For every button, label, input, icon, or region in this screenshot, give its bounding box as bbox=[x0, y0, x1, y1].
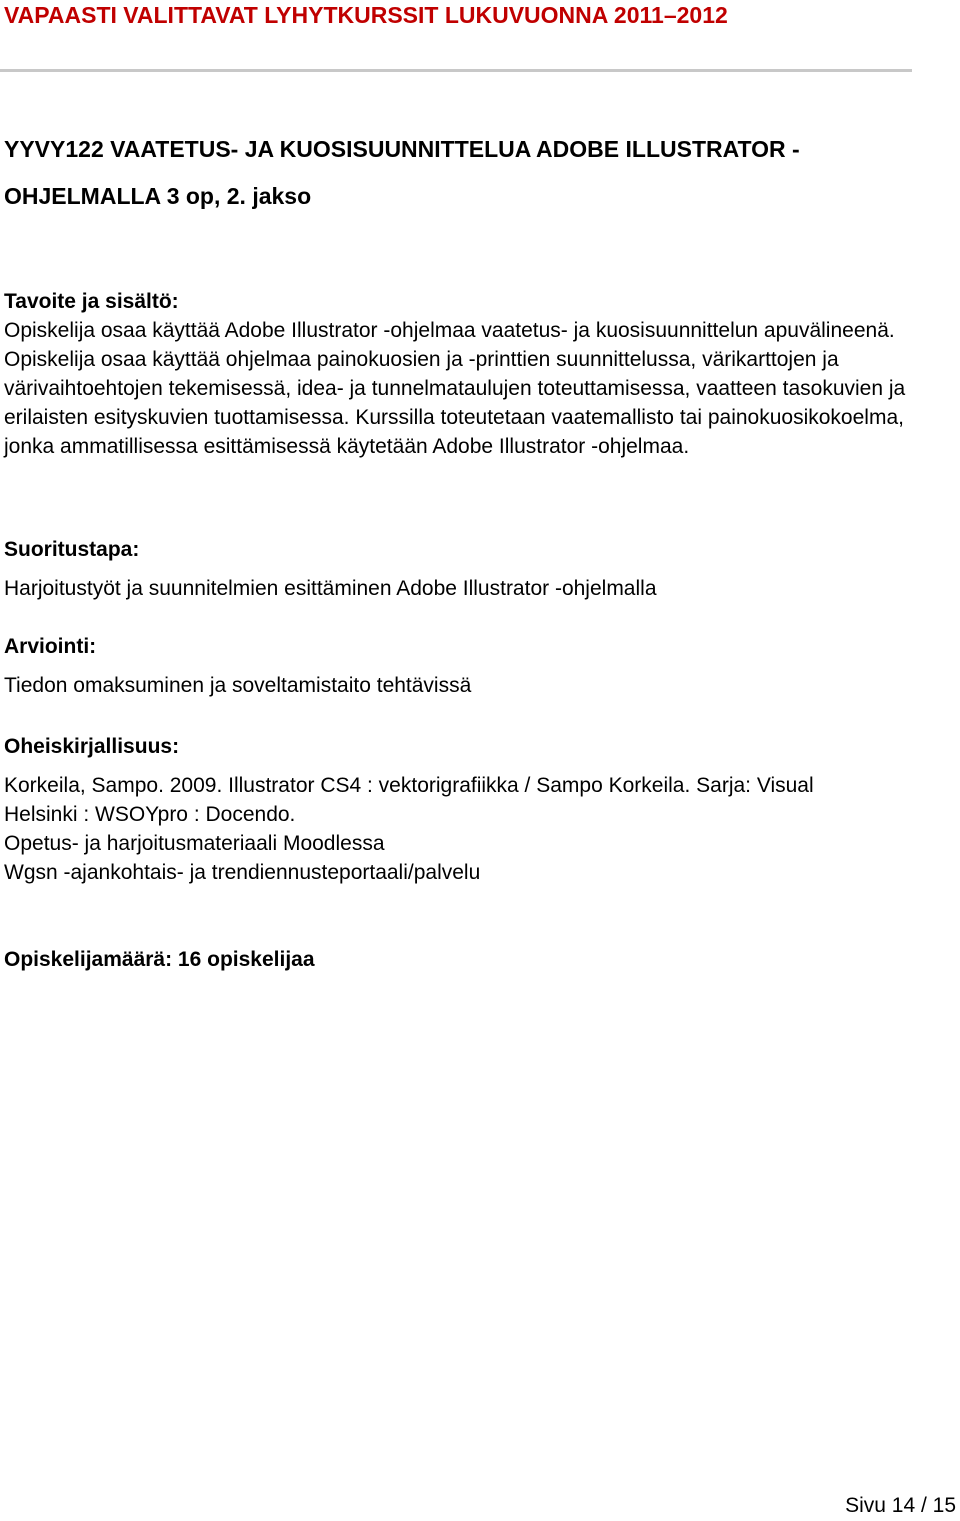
literature-section bbox=[4, 732, 944, 887]
method-section bbox=[4, 535, 944, 603]
literature-line: Helsinki : WSOYpro : Docendo. bbox=[4, 803, 296, 826]
assessment-section bbox=[4, 632, 944, 700]
literature-line: Korkeila, Sampo. 2009. Illustrator CS4 : vektorigrafiikka / Sampo Korkeila. Sarja: Visual bbox=[4, 774, 814, 797]
goals-section bbox=[4, 287, 944, 461]
goals-text: Opiskelija osaa käyttää Adobe Illustrator -ohjelmaa vaatetus- ja kuosisuunnittelun apuvälineenä. Opiskelija osaa käyttää ohjelmaa painokuosien ja -printtien suunnittelussa, värikarttojen ja värivaihtoehtojen tekemisessä, idea- ja tunnelmataulujen toteuttamisessa, vaatteen tasokuvien ja erilaisten esityskuvien tuottamisessa. Kurssilla toteutetaan vaatemallisto tai painokuosikokoelma, jonka ammatillisessa esittämisessä käytetään Adobe Illustrator -ohjelmaa. bbox=[4, 319, 906, 458]
header-divider bbox=[0, 69, 912, 72]
page-number: Sivu 14 / 15 bbox=[845, 1494, 956, 1517]
literature-line: Wgsn -ajankohtais- ja trendiennusteportaali/palvelu bbox=[4, 861, 481, 884]
literature-line: Opetus- ja harjoitusmateriaali Moodlessa bbox=[4, 832, 385, 855]
method-heading: Suoritustapa: bbox=[4, 538, 140, 561]
assessment-heading: Arviointi: bbox=[4, 635, 97, 658]
literature-heading: Oheiskirjallisuus: bbox=[4, 735, 180, 758]
page-header-title: VAPAASTI VALITTAVAT LYHYTKURSSIT LUKUVUONNA 2011–2012 bbox=[4, 2, 728, 28]
student-count: Opiskelijamäärä: 16 opiskelijaa bbox=[4, 948, 315, 971]
method-text: Harjoitustyöt ja suunnitelmien esittäminen Adobe Illustrator -ohjelmalla bbox=[4, 577, 657, 600]
assessment-text: Tiedon omaksuminen ja soveltamistaito tehtävissä bbox=[4, 674, 472, 697]
course-title: YYVY122 VAATETUS- JA KUOSISUUNNITTELUA ADOBE ILLUSTRATOR -OHJELMALLA 3 op, 2. jakso bbox=[4, 136, 800, 209]
goals-heading: Tavoite ja sisältö: bbox=[4, 290, 179, 313]
